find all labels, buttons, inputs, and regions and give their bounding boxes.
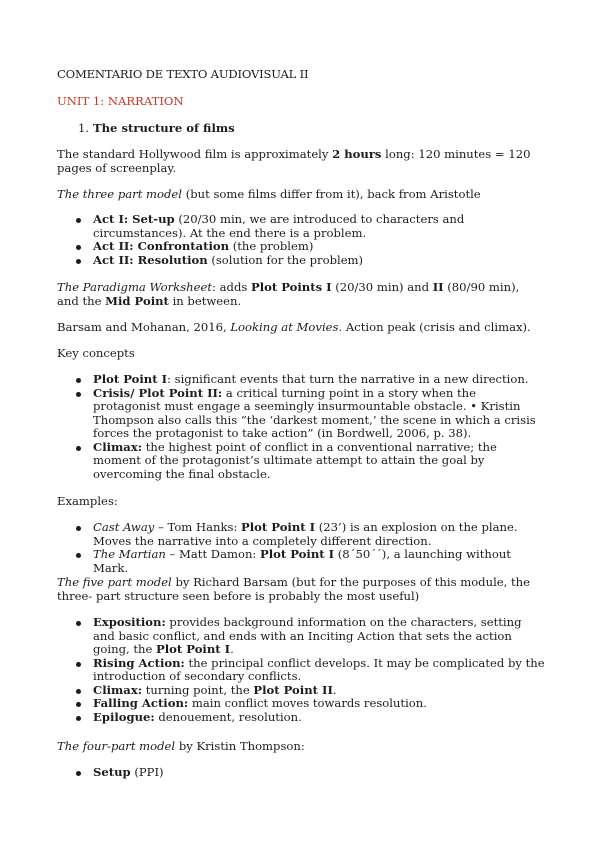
list-item [93,766,545,780]
bullet-icon [76,378,81,383]
bold-run: Exposition: [93,615,166,629]
bold-run: Falling Action: [93,696,189,710]
italic-run: The Martian [93,547,166,561]
list-item [93,373,545,387]
list-item [93,254,545,268]
text-run: The standard Hollywood film is approximately [57,147,333,161]
text-run: . [332,682,337,697]
text-run: (the problem) [229,239,314,253]
paragraph-three-part [57,188,543,202]
section-heading [78,122,538,136]
text-run: (but some films differ from it), back from Aristotle [182,187,481,201]
bold-run: Plot Points I [251,280,332,294]
bold-run: 2 hours [332,147,382,161]
bold-run: Act II: Confrontation [93,239,230,253]
bullet-icon [76,662,81,667]
bullet-icon [76,245,81,250]
text-run: – Tom Hanks: [154,520,242,534]
text-run: (solution for the problem) [207,252,364,267]
text-run: : significant events that turn the narrative in a new direction. [167,372,529,386]
list-item [93,697,545,711]
bold-run: II [432,280,444,294]
concepts-list [93,373,545,481]
bold-run: Act II: Resolution [93,252,208,267]
bold-run: Crisis/ Plot Point II: [93,385,223,400]
text-run: (20/30 min) and [331,280,433,294]
bullet-icon [76,553,81,558]
text-run: : adds [212,280,251,294]
list-item [93,521,545,548]
text-run: the principal conflict develops. It may be complicated by the introduction of secondary conflicts. [93,655,545,683]
text-run: the highest point of conflict in a conventional narrative; the moment of the protagonist’s ultimate attempt to attain the goal by overcoming the final obstacle. [93,439,497,481]
list-item [93,387,545,441]
bold-run: Epilogue: [93,709,155,724]
list-item [93,616,545,657]
bold-run: Mid Point [105,293,169,308]
text-run: – Matt Damon: [165,547,261,561]
list-item [93,441,545,482]
four-parts-list [93,766,545,780]
list-item [93,711,545,725]
unit-heading: UNIT 1: NARRATION [57,94,184,108]
bullet-icon [76,716,81,721]
text-run: by Kristin Thompson: [175,739,305,753]
italic-run: The three part model [57,187,183,201]
bold-run: Rising Action: [93,655,185,670]
paragraph-hollywood [57,148,543,175]
list-item [93,213,545,240]
bold-run: Plot Point I [241,520,316,534]
three-acts-list [93,213,545,267]
section-title: The structure of films [93,121,235,135]
italic-run: Looking at Movies [230,320,339,334]
five-parts-list [93,616,545,724]
paragraph-paradigm [57,281,543,308]
bullet-icon [76,259,81,264]
bullet-icon [76,621,81,626]
text-run: (PPI) [130,765,164,779]
text-run: turning point, the [142,682,254,697]
paragraph-barsam [57,321,543,335]
list-item [93,657,545,684]
bold-run: Setup [93,765,131,779]
examples-list [93,521,545,575]
bold-run: Climax: [93,682,143,697]
bold-run: Plot Point II [253,682,333,697]
bullet-icon [76,446,81,451]
bold-run: Plot Point I [260,547,335,561]
text-run: (80/90 min), and the [57,280,520,308]
document-title: COMENTARIO DE TEXTO AUDIOVISUAL II [57,67,309,81]
text-run: a critical turning point in a story when the protagonist must engage a seemingly insurmountable obstacle. • Kristin Thompson also calls this “the ‘darkest moment,’ the scene in which a crisis forces the protagonist to take action” (in Bordwell, 2006, p. 38). [93,385,536,440]
bullet-icon [76,702,81,707]
text-run: . Action peak (crisis and climax). [338,320,531,334]
bullet-icon [76,689,81,694]
bullet-icon [76,218,81,223]
text-run: (23’) is an explosion on the plane. Moves the narrative into a completely different direction. [93,520,518,548]
bullet-icon [76,526,81,531]
text-run: (8´50´´), a launching without Mark. [93,547,511,575]
examples-label: Examples: [57,494,118,508]
bold-run: Plot Point I [156,642,231,656]
list-item [93,240,545,254]
bullet-icon [76,392,81,397]
italic-run: The Paradigma Worksheet [57,280,213,294]
list-item [93,684,545,698]
text-run: by Richard Barsam (but for the purposes of this module, the three- part structure seen before is probably the most useful) [57,575,531,603]
list-item [93,548,545,575]
italic-run: The four-part model [57,739,176,753]
key-concepts-label: Key concepts [57,346,135,360]
text-run: . [230,642,234,656]
paragraph-four-part [57,740,543,754]
bold-run: Plot Point I [93,372,168,386]
text-run: long: 120 minutes = 120 pages of screenplay. [57,147,531,175]
text-run: (20/30 min, we are introduced to characters and circumstances). At the end there is a problem. [93,212,465,240]
text-run: denouement, resolution. [154,709,302,724]
bold-run: Act I: Set-up [93,212,175,226]
section-number: 1. [78,121,90,135]
italic-run: Cast Away [93,520,155,534]
paragraph-five-part [57,576,543,603]
bullet-icon [76,771,81,776]
text-run: main conflict moves towards resolution. [188,696,427,710]
italic-run: The five part model [57,575,172,589]
text-run: Barsam and Mohanan, 2016, [57,320,231,334]
text-run: provides background information on the characters, setting and basic conflict, and ends with an Inciting Action that sets the action going, the [93,615,522,656]
text-run: in between. [168,293,242,308]
bold-run: Climax: [93,439,143,454]
